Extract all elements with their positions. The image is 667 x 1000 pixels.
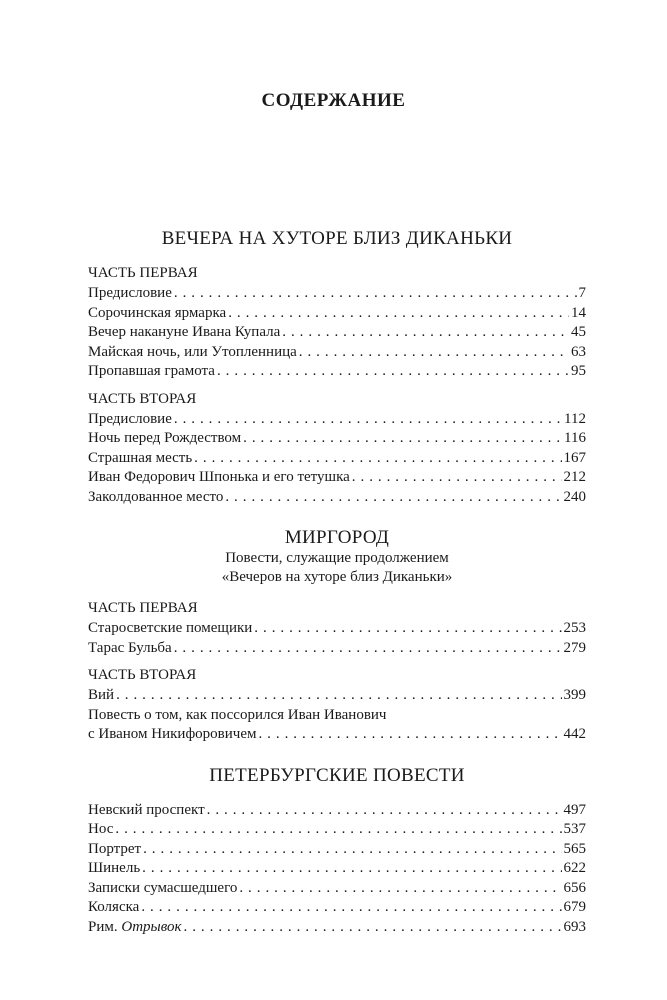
section-title: ПЕТЕРБУРГСКИЕ ПОВЕСТИ <box>209 764 465 786</box>
part-label: ЧАСТЬ ПЕРВАЯ <box>88 600 198 616</box>
toc-entry: Тарас Бульба . . . 279 <box>88 639 586 659</box>
toc-entry: Шинель . . . 622 <box>88 859 586 879</box>
toc-entry: Невский проспект . . . 497 <box>88 801 586 821</box>
toc-entry: Рим. Отрывок . . . 693 <box>88 918 586 938</box>
toc-entry: Вечер накануне Ивана Купала . . . 45 <box>88 323 586 343</box>
toc-entry: Предисловие . . . 112 <box>88 410 586 430</box>
toc-entry: Сорочинская ярмарка . . . 14 <box>88 304 586 324</box>
toc-entry-line: Повесть о том, как поссорился Иван Иванович <box>88 706 387 723</box>
part-label: ЧАСТЬ ВТОРАЯ <box>88 667 197 683</box>
toc-entry: Коляска . . . 679 <box>88 898 586 918</box>
section-title: ВЕЧЕРА НА ХУТОРЕ БЛИЗ ДИКАНЬКИ <box>161 228 513 249</box>
toc-entry: Ночь перед Рождеством . . . 116 <box>88 429 586 449</box>
toc-entry: Вий . . . 399 <box>88 686 586 706</box>
toc-entry: Заколдованное место . . . 240 <box>88 488 586 508</box>
toc-entry: Пропавшая грамота . . . 95 <box>88 362 586 382</box>
section-subtitle: «Вечеров на хуторе близ Диканьки» <box>221 569 453 585</box>
toc-entry: Старосветские помещики . . . 253 <box>88 619 586 639</box>
part-label: ЧАСТЬ ПЕРВАЯ <box>88 265 198 281</box>
part-label: ЧАСТЬ ВТОРАЯ <box>88 390 197 407</box>
toc-entry: Иван Федорович Шпонька и его тетушка . . . 212 <box>88 468 586 488</box>
toc-entry: Нос . . . 537 <box>88 820 586 840</box>
page-title: СОДЕРЖАНИЕ <box>261 90 406 111</box>
section-title: МИРГОРОД <box>284 527 390 548</box>
toc-entry: Страшная месть . . . 167 <box>88 449 586 469</box>
table-of-contents <box>88 228 586 937</box>
toc-entry: с Иваном Никифоровичем . . . 442 <box>88 725 586 745</box>
toc-entry: Предисловие . . . 7 <box>88 284 586 304</box>
toc-entry: Портрет . . . 565 <box>88 840 586 860</box>
section-subtitle: Повести, служащие продолжением <box>225 550 449 566</box>
toc-entry: Записки сумасшедшего . . . 656 <box>88 879 586 899</box>
toc-entry: Майская ночь, или Утопленница . . . 63 <box>88 343 586 363</box>
